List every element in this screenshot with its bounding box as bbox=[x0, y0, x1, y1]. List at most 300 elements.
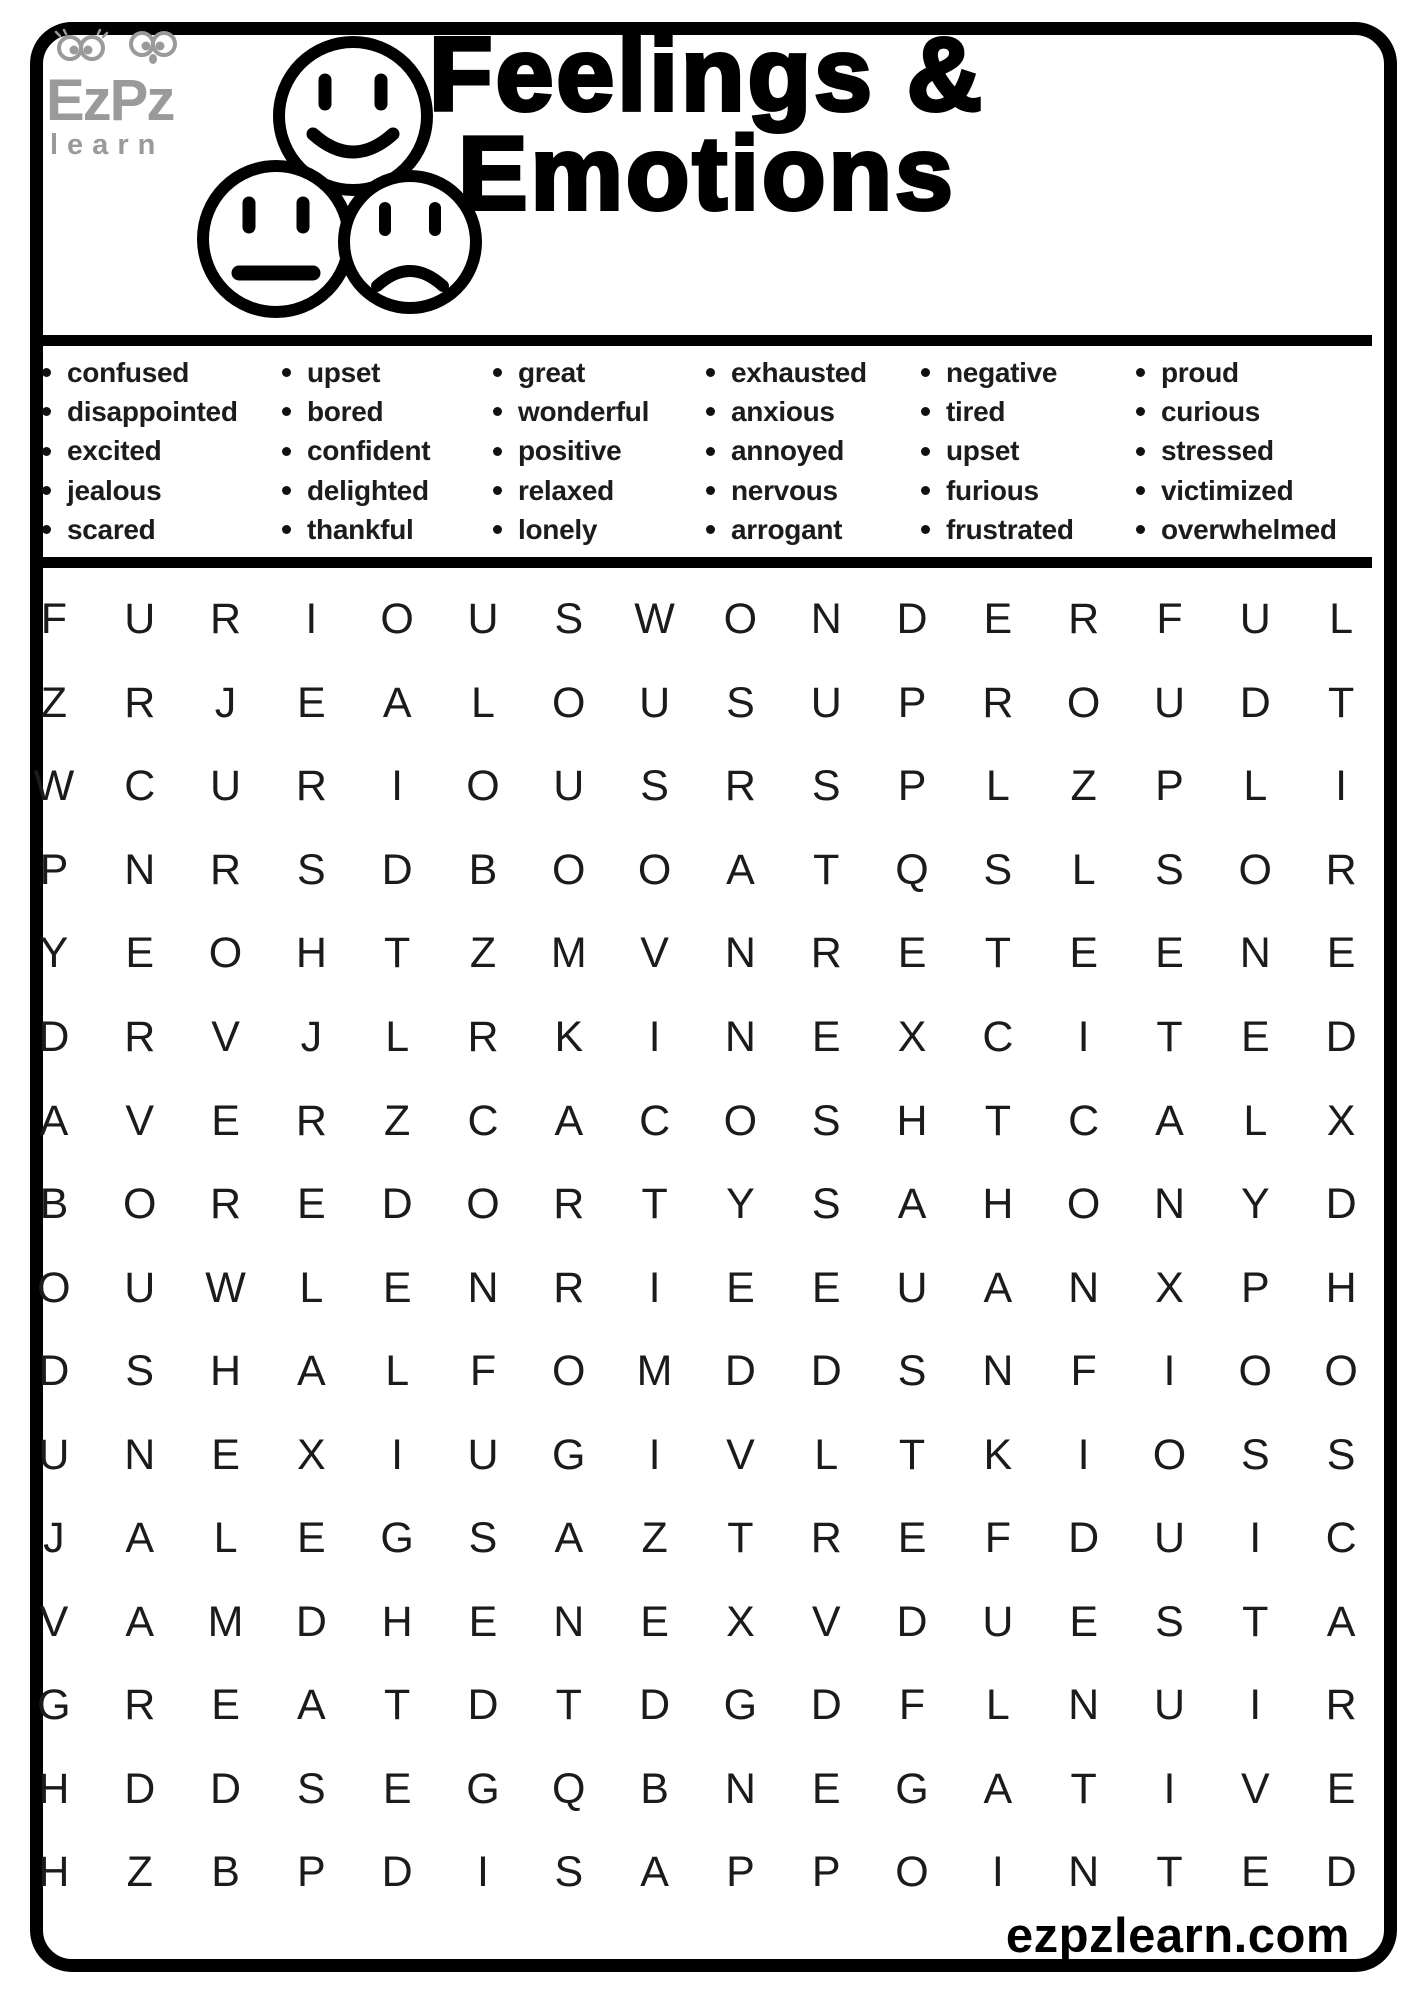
grid-cell: U bbox=[1153, 678, 1185, 727]
grid-cell: T bbox=[727, 1514, 754, 1563]
word-label: overwhelmed bbox=[1161, 513, 1337, 545]
grid-cell: S bbox=[811, 1180, 841, 1229]
grid-cell: S bbox=[897, 1347, 927, 1396]
grid-cell: D bbox=[1325, 1180, 1357, 1229]
grid-cell: C bbox=[982, 1013, 1014, 1061]
grid-cell: V bbox=[39, 1597, 69, 1646]
word-label: scared bbox=[67, 513, 156, 545]
grid-cell: A bbox=[297, 1681, 326, 1730]
word-label: upset bbox=[307, 356, 381, 388]
word-label: curious bbox=[1161, 395, 1261, 427]
grid-cell: O bbox=[466, 1180, 500, 1229]
word-item bbox=[282, 392, 430, 431]
grid-cell: L bbox=[299, 1263, 324, 1312]
grid-cell: Z bbox=[469, 929, 497, 978]
grid-cell: Y bbox=[726, 1180, 755, 1229]
grid-cell: W bbox=[205, 1263, 246, 1312]
grid-cell: Z bbox=[126, 1848, 153, 1897]
grid-cell: Q bbox=[552, 1764, 586, 1813]
grid-cell: X bbox=[1155, 1263, 1184, 1312]
grid-cell: I bbox=[648, 1263, 661, 1312]
grid-cell: D bbox=[467, 1681, 499, 1730]
grid-cell: U bbox=[982, 1597, 1014, 1646]
grid-cell: E bbox=[726, 1263, 755, 1312]
bullet-icon bbox=[706, 447, 715, 456]
bullet-icon bbox=[493, 407, 502, 416]
grid-cell: B bbox=[39, 1180, 69, 1229]
bullet-icon bbox=[282, 486, 291, 495]
grid-cell: N bbox=[724, 929, 756, 978]
grid-cell: T bbox=[1070, 1764, 1097, 1813]
grid-cell: S bbox=[125, 1347, 155, 1396]
bullet-icon bbox=[282, 447, 291, 456]
grid-cell: R bbox=[467, 1013, 499, 1061]
grid-cell: U bbox=[124, 595, 156, 644]
grid-cell: T bbox=[384, 1681, 411, 1730]
grid-cell: T bbox=[1327, 678, 1355, 727]
bullet-icon bbox=[42, 407, 51, 416]
word-item bbox=[706, 392, 867, 431]
word-item bbox=[42, 510, 238, 549]
word-label: jealous bbox=[67, 474, 162, 506]
word-item bbox=[493, 392, 649, 431]
grid-cell: L bbox=[985, 762, 1010, 811]
word-item bbox=[493, 432, 649, 471]
grid-cell: L bbox=[213, 1514, 238, 1563]
grid-cell: E bbox=[125, 929, 155, 978]
word-label: confused bbox=[67, 356, 190, 388]
grid-cell: D bbox=[896, 1597, 928, 1646]
grid-cell: A bbox=[39, 1096, 69, 1145]
bullet-icon bbox=[42, 368, 51, 377]
grid-cell: O bbox=[37, 1263, 71, 1312]
grid-cell: D bbox=[1325, 1013, 1357, 1061]
grid-cell: R bbox=[810, 929, 842, 978]
grid-cell: I bbox=[305, 595, 318, 644]
grid-cell: I bbox=[391, 762, 404, 811]
divider-bottom bbox=[41, 557, 1372, 568]
grid-cell: T bbox=[984, 1096, 1011, 1145]
grid-cell: Z bbox=[40, 678, 68, 727]
grid-cell: L bbox=[385, 1347, 410, 1396]
grid-cell: T bbox=[1242, 1597, 1269, 1646]
grid-cell: N bbox=[553, 1597, 585, 1646]
word-label: frustrated bbox=[946, 513, 1074, 545]
grid-cell: R bbox=[1325, 845, 1357, 894]
word-list-column-5 bbox=[921, 353, 1074, 549]
page-title-line2: Emotions bbox=[458, 116, 956, 232]
word-item bbox=[493, 510, 649, 549]
bullet-icon bbox=[493, 525, 502, 534]
grid-cell: N bbox=[1239, 929, 1271, 978]
grid-cell: A bbox=[1155, 1096, 1184, 1145]
grid-cell: I bbox=[476, 1848, 489, 1897]
grid-cell: T bbox=[1156, 1013, 1183, 1061]
word-item bbox=[493, 471, 649, 510]
grid-cell: S bbox=[811, 1096, 841, 1145]
grid-cell: U bbox=[38, 1430, 70, 1479]
word-item bbox=[1136, 392, 1337, 431]
word-item bbox=[282, 510, 430, 549]
grid-cell: D bbox=[639, 1681, 671, 1730]
grid-cell: A bbox=[554, 1096, 584, 1145]
grid-cell: L bbox=[1243, 1096, 1268, 1145]
grid-cell: H bbox=[295, 929, 327, 978]
grid-cell: L bbox=[985, 1681, 1010, 1730]
grid-cell: A bbox=[125, 1514, 155, 1563]
grid-cell: J bbox=[214, 678, 237, 727]
grid-cell: A bbox=[125, 1597, 155, 1646]
grid-cell: E bbox=[1326, 929, 1356, 978]
grid-cell: A bbox=[382, 678, 412, 727]
word-item bbox=[1136, 510, 1337, 549]
grid-cell: H bbox=[1325, 1263, 1357, 1312]
bullet-icon bbox=[493, 368, 502, 377]
grid-cell: O bbox=[1066, 678, 1101, 727]
word-label: nervous bbox=[731, 474, 838, 506]
word-label: great bbox=[518, 356, 585, 388]
grid-cell: S bbox=[554, 1848, 584, 1897]
grid-cell: R bbox=[295, 762, 327, 811]
word-label: lonely bbox=[518, 513, 598, 545]
grid-cell: P bbox=[897, 678, 927, 727]
word-label: tired bbox=[946, 395, 1006, 427]
bullet-icon bbox=[921, 486, 930, 495]
grid-cell: R bbox=[210, 595, 242, 644]
grid-cell: I bbox=[991, 1848, 1004, 1897]
grid-cell: C bbox=[467, 1096, 499, 1145]
grid-cell: P bbox=[297, 1848, 326, 1897]
grid-cell: L bbox=[1243, 762, 1268, 811]
grid-cell: D bbox=[810, 1347, 842, 1396]
grid-cell: G bbox=[37, 1681, 71, 1730]
grid-cell: D bbox=[210, 1764, 242, 1813]
grid-cell: O bbox=[723, 595, 758, 644]
grid-cell: M bbox=[550, 929, 587, 978]
grid-cell: N bbox=[1068, 1681, 1100, 1730]
grid-cell: D bbox=[810, 1681, 842, 1730]
word-item bbox=[282, 432, 430, 471]
word-label: disappointed bbox=[67, 395, 238, 427]
grid-cell: L bbox=[471, 678, 495, 727]
grid-cell: E bbox=[297, 678, 326, 727]
word-label: relaxed bbox=[518, 474, 614, 506]
grid-cell: E bbox=[811, 1013, 841, 1061]
bullet-icon bbox=[1136, 407, 1145, 416]
grid-cell: C bbox=[639, 1096, 671, 1145]
grid-cell: D bbox=[38, 1347, 70, 1396]
letter-grid bbox=[11, 578, 1384, 1915]
grid-cell: F bbox=[984, 1514, 1011, 1563]
word-label: negative bbox=[946, 356, 1058, 388]
grid-cell: F bbox=[898, 1681, 926, 1730]
grid-cell: V bbox=[211, 1013, 240, 1061]
word-item bbox=[921, 392, 1074, 431]
grid-cell: L bbox=[814, 1430, 839, 1479]
grid-cell: D bbox=[1068, 1514, 1100, 1563]
grid-cell: X bbox=[726, 1597, 755, 1646]
grid-cell: V bbox=[125, 1096, 155, 1145]
grid-cell: I bbox=[1249, 1681, 1262, 1730]
grid-cell: D bbox=[724, 1347, 756, 1396]
grid-cell: E bbox=[468, 1597, 498, 1646]
grid-cell: P bbox=[897, 762, 927, 811]
bullet-icon bbox=[706, 525, 715, 534]
grid-cell: U bbox=[1153, 1514, 1185, 1563]
grid-cell: S bbox=[640, 762, 669, 811]
word-list-column-2 bbox=[282, 353, 430, 549]
grid-cell: R bbox=[210, 845, 242, 894]
grid-cell: O bbox=[380, 595, 414, 644]
grid-cell: H bbox=[896, 1096, 928, 1145]
grid-cell: F bbox=[1070, 1347, 1097, 1396]
grid-cell: S bbox=[726, 678, 755, 727]
grid-cell: S bbox=[811, 762, 841, 811]
grid-cell: S bbox=[1155, 1597, 1184, 1646]
grid-cell: N bbox=[724, 1764, 756, 1813]
bullet-icon bbox=[706, 407, 715, 416]
grid-cell: I bbox=[1249, 1514, 1262, 1563]
grid-cell: P bbox=[39, 845, 69, 894]
grid-cell: V bbox=[640, 929, 669, 978]
grid-cell: O bbox=[1238, 845, 1272, 894]
grid-cell: N bbox=[982, 1347, 1014, 1396]
grid-cell: E bbox=[211, 1096, 240, 1145]
grid-cell: J bbox=[300, 1013, 323, 1061]
grid-cell: R bbox=[553, 1180, 585, 1229]
grid-cell: E bbox=[1069, 1597, 1098, 1646]
grid-cell: E bbox=[897, 1514, 927, 1563]
grid-cell: R bbox=[124, 678, 156, 727]
grid-cell: R bbox=[982, 678, 1014, 727]
grid-cell: N bbox=[1153, 1180, 1185, 1229]
grid-cell: W bbox=[634, 595, 675, 644]
grid-cell: F bbox=[40, 595, 68, 644]
grid-cell: L bbox=[1071, 845, 1096, 894]
grid-cell: C bbox=[124, 762, 156, 811]
grid-cell: A bbox=[297, 1347, 326, 1396]
word-list bbox=[0, 353, 1414, 551]
grid-cell: N bbox=[1068, 1848, 1100, 1897]
page-title-line1: Feelings & bbox=[429, 17, 985, 133]
grid-cell: L bbox=[385, 1013, 410, 1061]
grid-cell: J bbox=[43, 1514, 65, 1563]
bullet-icon bbox=[1136, 447, 1145, 456]
bullet-icon bbox=[921, 368, 930, 377]
grid-cell: H bbox=[38, 1764, 70, 1813]
grid-cell: I bbox=[391, 1430, 404, 1479]
grid-cell: X bbox=[297, 1430, 326, 1479]
grid-cell: Q bbox=[895, 845, 929, 894]
grid-cell: S bbox=[468, 1514, 498, 1563]
grid-cell: U bbox=[553, 762, 585, 811]
word-list-column-4 bbox=[706, 353, 867, 549]
grid-cell: D bbox=[381, 845, 413, 894]
bullet-icon bbox=[282, 368, 291, 377]
grid-cell: R bbox=[553, 1263, 585, 1312]
grid-cell: E bbox=[211, 1681, 240, 1730]
page-title bbox=[0, 17, 1414, 232]
grid-cell: E bbox=[382, 1764, 412, 1813]
word-item bbox=[706, 471, 867, 510]
grid-cell: A bbox=[726, 845, 755, 894]
footer-url: ezpzlearn.com bbox=[1005, 1909, 1350, 1963]
grid-cell: O bbox=[1066, 1180, 1101, 1229]
grid-cell: A bbox=[897, 1180, 927, 1229]
grid-cell: A bbox=[983, 1764, 1013, 1813]
bullet-icon bbox=[1136, 525, 1145, 534]
grid-cell: O bbox=[208, 929, 243, 978]
grid-cell: I bbox=[1335, 762, 1348, 811]
grid-cell: B bbox=[211, 1848, 240, 1897]
word-item bbox=[921, 471, 1074, 510]
bullet-icon bbox=[42, 525, 51, 534]
grid-cell: S bbox=[1240, 1430, 1270, 1479]
word-label: positive bbox=[518, 435, 622, 467]
grid-cell: O bbox=[895, 1848, 929, 1897]
grid-cell: U bbox=[467, 1430, 499, 1479]
grid-cell: S bbox=[983, 845, 1013, 894]
word-label: exhausted bbox=[731, 356, 867, 388]
grid-cell: T bbox=[1156, 1848, 1183, 1897]
bullet-icon bbox=[921, 447, 930, 456]
grid-cell: I bbox=[1077, 1430, 1090, 1479]
grid-cell: Z bbox=[1070, 762, 1097, 811]
grid-cell: X bbox=[897, 1013, 927, 1061]
divider-top bbox=[41, 335, 1372, 346]
grid-cell: S bbox=[297, 845, 326, 894]
grid-cell: I bbox=[648, 1430, 661, 1479]
grid-cell: V bbox=[811, 1597, 841, 1646]
grid-cell: D bbox=[381, 1180, 413, 1229]
grid-cell: O bbox=[552, 1347, 586, 1396]
grid-cell: K bbox=[554, 1013, 584, 1061]
word-item bbox=[493, 353, 649, 392]
grid-cell: G bbox=[895, 1764, 929, 1813]
grid-cell: U bbox=[124, 1263, 156, 1312]
grid-cell: O bbox=[1238, 1347, 1272, 1396]
word-item bbox=[282, 353, 430, 392]
bullet-icon bbox=[1136, 486, 1145, 495]
bullet-icon bbox=[921, 407, 930, 416]
grid-cell: T bbox=[384, 929, 411, 978]
word-list-column-3 bbox=[493, 353, 649, 549]
bullet-icon bbox=[493, 486, 502, 495]
grid-cell: N bbox=[467, 1263, 499, 1312]
word-label: stressed bbox=[1161, 435, 1274, 467]
word-item bbox=[706, 353, 867, 392]
grid-cell: M bbox=[636, 1347, 673, 1396]
grid-cell: T bbox=[813, 845, 840, 894]
grid-cell: A bbox=[640, 1848, 669, 1897]
word-item bbox=[921, 432, 1074, 471]
word-label: arrogant bbox=[731, 513, 843, 545]
grid-cell: O bbox=[723, 1096, 758, 1145]
grid-cell: D bbox=[295, 1597, 327, 1646]
grid-cell: S bbox=[1326, 1430, 1356, 1479]
grid-cell: E bbox=[1240, 1013, 1270, 1061]
word-label: excited bbox=[67, 435, 162, 467]
grid-cell: S bbox=[554, 595, 584, 644]
grid-cell: P bbox=[1240, 1263, 1270, 1312]
bullet-icon bbox=[42, 486, 51, 495]
grid-cell: E bbox=[211, 1430, 240, 1479]
grid-cell: E bbox=[811, 1764, 841, 1813]
word-item bbox=[921, 510, 1074, 549]
grid-cell: F bbox=[469, 1347, 497, 1396]
grid-cell: U bbox=[639, 678, 671, 727]
bullet-icon bbox=[706, 368, 715, 377]
word-item bbox=[706, 510, 867, 549]
bullet-icon bbox=[493, 447, 502, 456]
grid-cell: E bbox=[297, 1180, 326, 1229]
grid-cell: E bbox=[1240, 1848, 1270, 1897]
grid-cell: O bbox=[1324, 1347, 1358, 1396]
grid-cell: G bbox=[723, 1681, 758, 1730]
grid-cell: G bbox=[380, 1514, 414, 1563]
word-item bbox=[42, 353, 238, 392]
grid-cell: A bbox=[983, 1263, 1013, 1312]
grid-cell: O bbox=[552, 845, 586, 894]
word-label: annoyed bbox=[731, 435, 845, 467]
word-item bbox=[1136, 471, 1337, 510]
grid-cell: U bbox=[896, 1263, 928, 1312]
grid-cell: R bbox=[124, 1013, 156, 1061]
grid-cell: E bbox=[1069, 929, 1098, 978]
grid-cell: E bbox=[897, 929, 927, 978]
grid-cell: V bbox=[1240, 1764, 1270, 1813]
grid-cell: P bbox=[726, 1848, 755, 1897]
grid-cell: R bbox=[295, 1096, 327, 1145]
grid-cell: Z bbox=[384, 1096, 411, 1145]
grid-cell: N bbox=[724, 1013, 756, 1061]
grid-cell: S bbox=[297, 1764, 326, 1813]
grid-cell: I bbox=[1163, 1347, 1176, 1396]
word-item bbox=[1136, 432, 1337, 471]
logo-sub-text: learn bbox=[50, 129, 165, 161]
grid-cell: D bbox=[381, 1848, 413, 1897]
word-label: victimized bbox=[1161, 474, 1294, 506]
bullet-icon bbox=[706, 486, 715, 495]
grid-cell: E bbox=[811, 1263, 841, 1312]
grid-cell: O bbox=[466, 762, 500, 811]
bullet-icon bbox=[921, 525, 930, 534]
grid-cell: R bbox=[1325, 1681, 1357, 1730]
bullet-icon bbox=[282, 525, 291, 534]
grid-cell: A bbox=[554, 1514, 584, 1563]
grid-cell: R bbox=[210, 1180, 242, 1229]
grid-cell: U bbox=[810, 678, 842, 727]
word-list-column-6 bbox=[1136, 353, 1337, 549]
grid-cell: D bbox=[38, 1013, 70, 1061]
word-list-column-1 bbox=[42, 353, 238, 549]
grid-cell: E bbox=[640, 1597, 669, 1646]
grid-cell: C bbox=[1325, 1514, 1357, 1563]
grid-cell: T bbox=[898, 1430, 926, 1479]
grid-cell: U bbox=[467, 595, 499, 644]
word-item bbox=[921, 353, 1074, 392]
grid-cell: O bbox=[1152, 1430, 1187, 1479]
grid-cell: O bbox=[552, 678, 586, 727]
grid-cell: H bbox=[210, 1347, 242, 1396]
grid-cell: E bbox=[382, 1263, 412, 1312]
word-label: bored bbox=[307, 395, 384, 427]
grid-cell: I bbox=[1077, 1013, 1090, 1061]
bullet-icon bbox=[42, 447, 51, 456]
grid-cell: H bbox=[982, 1180, 1014, 1229]
grid-cell: E bbox=[1155, 929, 1184, 978]
grid-cell: D bbox=[1325, 1848, 1357, 1897]
